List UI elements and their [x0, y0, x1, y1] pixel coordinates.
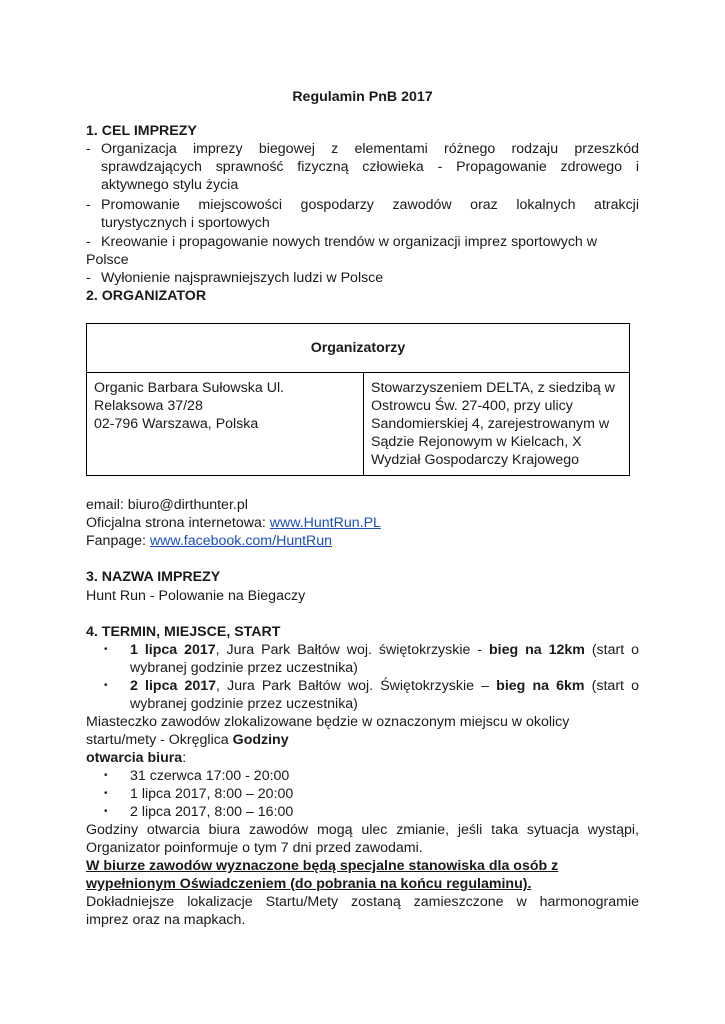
- contact-email: email: biuro@dirthunter.pl: [86, 497, 248, 513]
- hours-change-line: Organizator poinformuje o tym 7 dni przed zawodami.: [86, 840, 423, 856]
- office-hours-label: otwarcia biura:: [86, 750, 187, 766]
- official-site-line: Oficjalna strona internetowa: www.HuntRun.PL: [86, 515, 381, 531]
- bullet-icon: •: [104, 788, 108, 799]
- section-heading-schedule: 4. TERMIN, MIEJSCE, START: [86, 624, 281, 640]
- organizers-table: [86, 323, 630, 476]
- list-item: • 2 lipca 2017, Jura Park Bałtów woj. Świętokrzyskie – bieg na 6km (start o wybranej godzinie przez uczestnika): [104, 678, 640, 712]
- village-text-line: Miasteczko zawodów zlokalizowane będzie w oznaczonym miejscu w okolicy: [86, 714, 570, 730]
- table-cell-delta: Stowarzyszeniem DELTA, z siedzibą w Ostrowcu Św. 27-400, przy ulicy Sandomierskiej 4, zarejestrowanym w Sądzie Rejonowym w Kielcach, X Wydział Gospodarczy Krajowego: [364, 373, 630, 476]
- hours-change-line: Godziny otwarcia biura zawodów mogą ulec zmianie, jeśli taka sytuacja wystąpi,: [86, 822, 639, 838]
- fanpage-link[interactable]: www.facebook.com/HuntRun: [149, 533, 333, 549]
- list-item-continuation: Polsce: [86, 252, 129, 268]
- notice-line: wypełnionym Oświadczeniem (do pobrania na końcu regulaminu).: [86, 876, 532, 892]
- list-item: - Kreowanie i propagowanie nowych trendów w organizacji imprez sportowych w: [86, 233, 639, 251]
- list-item-text: Kreowanie i propagowanie nowych trendów w organizacji imprez sportowych w: [101, 234, 598, 250]
- final-text-line: Dokładniejsze lokalizacje Startu/Mety zostaną zamieszczone w harmonogramie: [86, 894, 639, 910]
- list-item: - Wyłonienie najsprawniejszych ludzi w Polsce: [86, 269, 639, 287]
- official-site-link[interactable]: www.HuntRun.PL: [269, 515, 381, 531]
- bullet-icon: •: [104, 644, 108, 655]
- final-text-line: imprez oraz na mapkach.: [86, 912, 246, 928]
- bullet-icon: •: [104, 806, 108, 817]
- bullet-icon: •: [104, 770, 108, 781]
- table-cell-organic: Organic Barbara Sułowska Ul. Relaksowa 37/28 02-796 Warszawa, Polska: [87, 373, 364, 476]
- bullet-icon: •: [104, 680, 108, 691]
- list-item-text: Organizacja imprezy biegowej z elementami różnego rodzaju przeszkód sprawdzających sprawność fizyczną człowieka - Propagowanie zdrowego i aktywnego stylu życia: [101, 141, 639, 193]
- list-item: - Organizacja imprezy biegowej z elementami różnego rodzaju przeszkód sprawdzających sprawność fizyczną człowieka - Propagowanie zdrowego i aktywnego stylu życia: [86, 141, 639, 193]
- section-heading-organizer: 2. ORGANIZATOR: [86, 288, 207, 304]
- table-header: Organizatorzy: [87, 324, 630, 373]
- list-item: • 1 lipca 2017, Jura Park Bałtów woj. świętokrzyskie - bieg na 12km (start o wybranej godzinie przez uczestnika): [104, 642, 639, 676]
- section-heading-goal: 1. CEL IMPREZY: [86, 123, 197, 139]
- document-title: Regulamin PnB 2017: [292, 89, 433, 105]
- list-item: - Promowanie miejscowości gospodarzy zawodów oraz lokalnych atrakcji turystycznych i sportowych: [86, 197, 639, 231]
- event-name: Hunt Run - Polowanie na Biegaczy: [86, 588, 306, 604]
- notice-line: W biurze zawodów wyznaczone będą specjalne stanowiska dla osób z: [86, 858, 559, 874]
- list-item: • 31 czerwca 17:00 - 20:00: [104, 768, 290, 784]
- list-item-text: Promowanie miejscowości gospodarzy zawodów oraz lokalnych atrakcji turystycznych i sportowych: [101, 197, 639, 231]
- list-item: • 1 lipca 2017, 8:00 – 20:00: [104, 786, 294, 802]
- section-heading-event-name: 3. NAZWA IMPREZY: [86, 569, 221, 585]
- list-item-text: Wyłonienie najsprawniejszych ludzi w Polsce: [101, 270, 384, 286]
- table-row: [87, 373, 630, 476]
- list-item: • 2 lipca 2017, 8:00 – 16:00: [104, 804, 294, 820]
- fanpage-line: Fanpage: www.facebook.com/HuntRun: [86, 533, 333, 549]
- village-text-line: startu/mety - Okręglica Godziny: [86, 732, 289, 748]
